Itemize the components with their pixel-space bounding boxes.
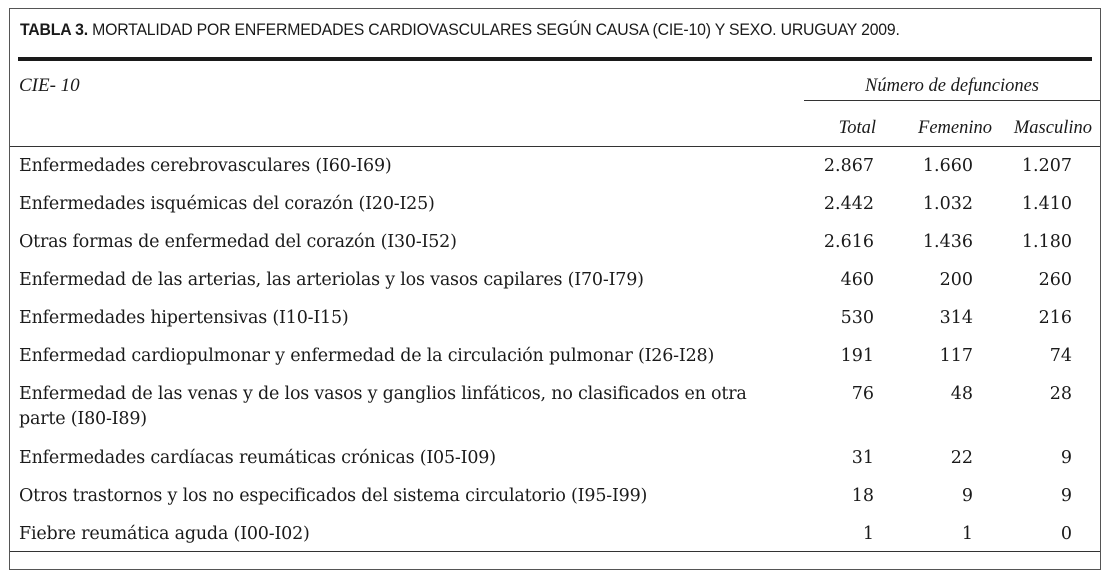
table-bottom-rule [10,551,1100,552]
cell-masculino: 1.410 [1021,194,1072,214]
cell-masculino: 260 [1038,270,1072,290]
cell-femenino: 22 [950,448,973,468]
row-label: Otros trastornos y los no especificados del sistema circulatorio (I95-I99) [19,486,648,506]
cell-femenino: 1 [961,524,973,544]
cell-femenino: 200 [939,270,973,290]
cell-masculino: 74 [1049,346,1072,366]
cell-total: 1 [862,524,874,544]
cell-total: 460 [840,270,874,290]
cell-femenino: 9 [961,486,973,506]
cell-masculino: 28 [1049,384,1072,404]
row-label: Fiebre reumática aguda (I00-I02) [19,524,310,544]
table-title [20,20,900,40]
table-frame [9,8,1101,570]
cell-femenino: 1.032 [922,194,973,214]
cell-femenino: 1.436 [922,232,973,252]
row-label: Enfermedades isquémicas del corazón (I20-I25) [19,194,435,214]
row-label: Enfermedades cardíacas reumáticas crónicas (I05-I09) [19,448,496,468]
header-cie: CIE- 10 [19,75,80,96]
cell-total: 31 [851,448,874,468]
row-label: Enfermedad de las venas y de los vasos y ganglios linfáticos, no clasificados en otra parte (I80-I89) [19,384,747,429]
cell-femenino: 1.660 [922,156,973,176]
cell-femenino: 117 [939,346,973,366]
cell-masculino: 216 [1038,308,1072,328]
cell-femenino: 314 [939,308,973,328]
cell-masculino: 1.180 [1021,232,1072,252]
cell-total: 191 [840,346,874,366]
row-label: Enfermedad de las arterias, las arteriolas y los vasos capilares (I70-I79) [19,270,644,290]
header-total: Total [838,118,876,138]
row-label: Otras formas de enfermedad del corazón (I30-I52) [19,232,457,252]
row-label: Enfermedades cerebrovasculares (I60-I69) [19,156,392,176]
table-title-number: TABLA 3. [20,20,88,39]
cell-masculino: 9 [1060,448,1072,468]
table-title-text: MORTALIDAD POR ENFERMEDADES CARDIOVASCULARES SEGÚN CAUSA (CIE-10) Y SEXO. URUGUAY 2009. [87,20,900,39]
cell-masculino: 9 [1060,486,1072,506]
cell-total: 2.867 [823,156,874,176]
cell-masculino: 1.207 [1021,156,1072,176]
cell-total: 76 [851,384,874,404]
header-masculino: Masculino [1013,118,1092,138]
cell-total: 2.442 [823,194,874,214]
header-bottom-rule [10,146,1100,147]
header-group: Número de defunciones [865,76,1039,96]
row-label: Enfermedades hipertensivas (I10-I15) [19,308,349,328]
cell-total: 530 [840,308,874,328]
title-divider [18,57,1092,61]
group-header-rule [804,100,1100,101]
cell-total: 2.616 [823,232,874,252]
cell-femenino: 48 [950,384,973,404]
header-femenino: Femenino [918,118,992,138]
cell-total: 18 [851,486,874,506]
cell-masculino: 0 [1060,524,1072,544]
row-label: Enfermedad cardiopulmonar y enfermedad de la circulación pulmonar (I26-I28) [19,346,715,366]
